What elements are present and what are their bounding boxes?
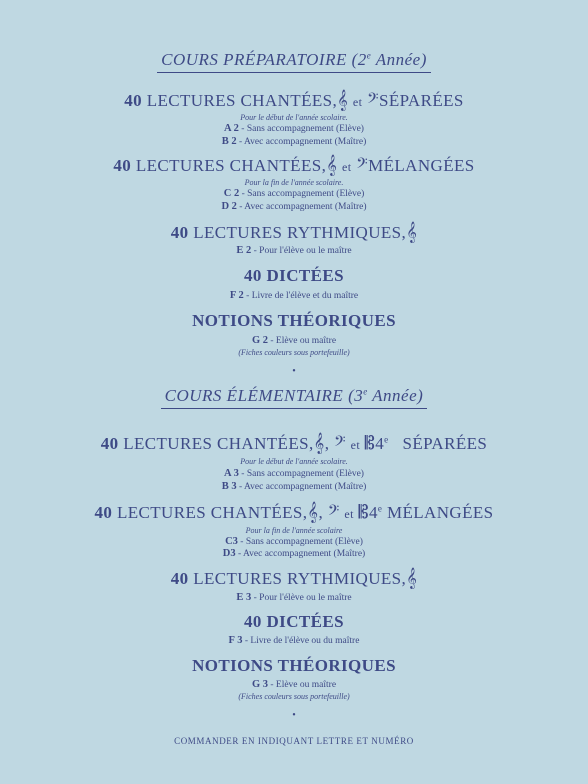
bass-clef-icon: 𝄢 [366,90,379,110]
book-title: NOTIONS THÉORIQUES [192,311,396,330]
treble-clef-icon: 𝄞 [307,502,319,522]
book-note: Pour la fin de l'année scolaire [245,526,343,535]
treble-clef-icon: 𝄞 [313,433,325,453]
book-note: Pour le début de l'année scolaire. [240,457,348,466]
separator-bullet: • [292,710,296,721]
book-title: 40 DICTÉES [244,266,344,285]
order-item: D 2 - Avec accompagnement (Maître) [221,201,367,212]
book-title: 40 LECTURES RYTHMIQUES,𝄞 [170,222,418,242]
treble-clef-icon: 𝄞 [406,222,418,242]
separator-bullet: • [292,366,296,377]
treble-clef-icon: 𝄞 [326,155,338,175]
book-note: (Fiches couleurs sous portefeuille) [238,692,350,701]
book-title: 40 LECTURES RYTHMIQUES,𝄞 [170,568,418,588]
book-title: NOTIONS THÉORIQUES [192,656,396,675]
order-item: C3 - Sans accompagnement (Elève) [225,536,363,547]
order-item: B 3 - Avec accompagnement (Maître) [221,481,367,492]
book-title: 40 LECTURES CHANTÉES,𝄞 et 𝄢MÉLANGÉES [113,155,475,175]
order-item: E 3 - Pour l'élève ou le maître [236,592,352,603]
book-title: 40 LECTURES CHANTÉES,𝄞, 𝄢 et 𝄡4e SÉPARÉES [100,433,488,453]
book-note: Pour le début de l'année scolaire. [240,113,348,122]
order-instruction: COMMANDER EN INDIQUANT LETTRE ET NUMÉRO [174,736,414,746]
book-title: 40 DICTÉES [244,612,344,631]
book-note: Pour la fin de l'année scolaire. [244,178,344,187]
order-item: F 3 - Livre de l'élève ou du maître [228,635,360,646]
bass-clef-icon: 𝄢 [356,155,369,175]
bass-clef-icon: 𝄢 [327,502,340,522]
order-item: F 2 - Livre de l'élève et du maître [229,290,359,301]
c-clef-icon: 𝄡 [364,433,376,453]
bass-clef-icon: 𝄢 [334,433,346,453]
order-item: C 2 - Sans accompagnement (Elève) [223,188,365,199]
treble-clef-icon: 𝄞 [337,90,349,110]
book-note: (Fiches couleurs sous portefeuille) [238,348,350,357]
order-item: G 2 - Elève ou maître [251,335,337,346]
book-title: 40 LECTURES CHANTÉES,𝄞 et 𝄢SÉPARÉES [124,90,464,110]
section-heading-elementaire: COURS ÉLÉMENTAIRE (3e Année) [0,386,588,409]
section-heading-preparatoire: COURS PRÉPARATOIRE (2e Année) [0,50,588,73]
order-item: G 3 - Elève ou maître [251,679,337,690]
order-item: E 2 - Pour l'élève ou le maître [236,245,352,256]
order-item: A 2 - Sans accompagnement (Elève) [224,123,364,134]
book-title: 40 LECTURES CHANTÉES,𝄞, 𝄢 et 𝄡4e MÉLANGÉES [94,502,494,522]
c-clef-icon: 𝄡 [358,502,369,522]
order-item: B 2 - Avec accompagnement (Maître) [221,136,367,147]
treble-clef-icon: 𝄞 [406,568,418,588]
order-item: A 3 - Sans accompagnement (Elève) [224,468,364,479]
order-item: D3 - Avec accompagnement (Maître) [222,548,366,559]
